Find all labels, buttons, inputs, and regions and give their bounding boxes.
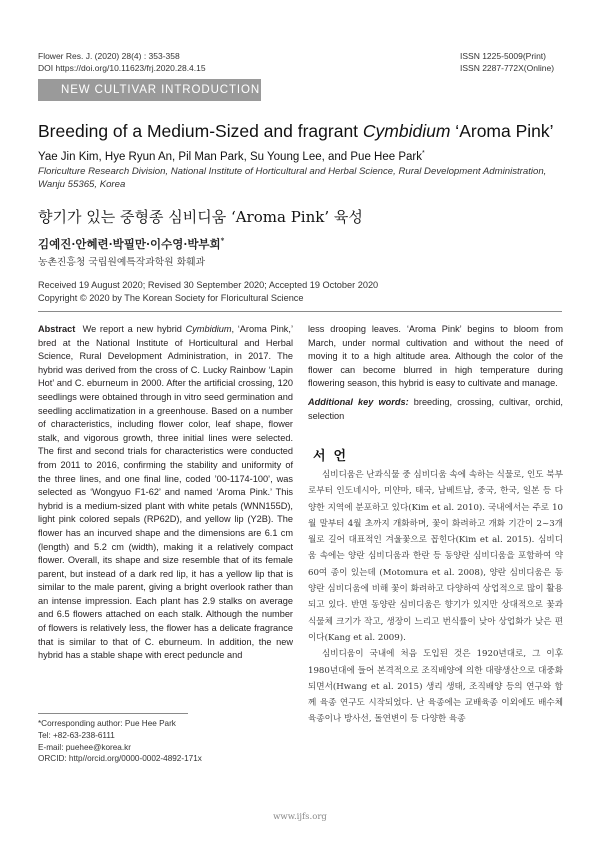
article-history (38, 279, 378, 305)
section-band: NEW CULTIVAR INTRODUCTION (38, 79, 261, 101)
introduction-heading: 서언 (313, 449, 355, 464)
keywords-label: Additional key words: (308, 396, 409, 407)
journal-website[interactable]: www.ijfs.org (273, 812, 327, 822)
abstract-lead: We report a new hybrid (82, 324, 186, 334)
korean-authors (38, 236, 224, 252)
author-list (38, 150, 425, 163)
author-email[interactable]: E-mail: puehee@korea.kr (38, 742, 131, 752)
title-genus: Cymbidium (362, 121, 451, 141)
title-prefix: Breeding of a Medium-Sized and fragrant (38, 121, 363, 141)
corresponding-footnote (38, 718, 202, 765)
abstract (38, 323, 293, 663)
issn-print: ISSN 1225-5009(Print) (460, 51, 546, 61)
korean-corresponding-mark: * (220, 236, 225, 246)
corresponding-mark: * (421, 150, 425, 157)
korean-author-names: 김예진·안혜련·박필만·이수영·박부희 (38, 237, 221, 251)
author-names: Yae Jin Kim, Hye Ryun An, Pil Man Park, Su Young Lee, and Pue Hee Park (38, 150, 422, 163)
korean-title: 향기가 있는 중형종 심비디움 ‘Aroma Pink’ 육성 (38, 208, 363, 226)
title-suffix: ‘Aroma Pink’ (450, 121, 554, 141)
abstract-label: Abstract (38, 324, 76, 334)
issn-online: ISSN 2287-772X(Online) (460, 63, 555, 73)
intro-paragraph: 심비디움은 난과식물 중 심비디움 속에 속하는 식물로, 인도 북부로부터 인도네시아, 미얀마, 태국, 남베트남, 중국, 한국, 일본 등 다양한 지역에 분포하고 있다(Kim et al. 2010). 국내에서는 주로 10월 말부터 4월 초까지 개화하며, 꽃이 화려하고 개화 기간이 2~3개월로 길어 대표적인 겨울꽃으로 꼽힌다(Kim et al. 2015). 심비디움 속에는 양란 심비디움과 한란 등 동양란 심비디움을 포함하여 약 60여 종이 있는데 (Motomura et al. 2008), 양란 심비디움은 동양란 심비디움에 비해 꽃이 화려하고 다양하여 상업적으로 많이 활용되고 있다. 반면 동양란 심비디움은 향기가 있지만 상대적으로 꽃과 식물체 크기가 작고, 생장이 느리고 번식률이 낮아 상업화가 낮은 편이다(Kang et al. 2009). (308, 470, 563, 643)
doi-line: DOI https://doi.org/10.11623/frj.2020.28.4.15 (38, 63, 206, 73)
copyright-line: Copyright © 2020 by The Korean Society for Floricultural Science (38, 293, 304, 303)
author-tel: Tel: +82-63-238-6111 (38, 730, 115, 740)
affiliation: Floriculture Research Division, National Institute of Horticultural and Herbal Science, Rural Development Administration, Wanju 55365, Korea (38, 166, 547, 190)
abstract-continuation: less drooping leaves. ‘Aroma Pink’ begins to bloom from March, under normal cultivation and without the need of moving it to a high altitude area. Although the color of the flower can become blurred in high temperature during flowering season, this hybrid is easy to cultivate and manage. (308, 324, 563, 389)
author-orcid[interactable]: ORCID: http//orcid.org/0000-0002-4892-171x (38, 754, 202, 764)
header-divider (38, 311, 562, 312)
abstract-text: , ‘Aroma Pink,’ bred at the National Institute of Horticultural and Herbal Science, Rural Development Administration, in 2017. The hybrid was derived from the cross of C. Lucky Rainbow ‘Lapin Hot’ and C. eburneum in 2000. After the artificial crossing, 120 seedlings were obtained through in vitro seed germination and seedling acclimatization in a greenhouse. Based on a number of characteristics, including flower color, leaf shape, flower stalk, and vigorous growth, three initial lines were selected. The first and second trials for characteristics were conducted from 2011 to 2016, confirming the stability and uniformity of the three lines, and one final line, coded ’00-1174-100’, was selected as ‘Wongyuo F1-62’ and named ‘Aroma Pink.’ This hybrid is a medium-sized plant with white petals (WNN155D), light pink colored sepals (RP62D), and yellow lip (Y2B). The flower has an incurved shape and the dimensions are 6.1 cm (length) and 5.2 cm (width), making it a relatively compact flower. Overall, its shape and size resemble that of its female parent, but instead of a dark red lip, it has a yellow lip that is similar to the male parent, giving a bright overlook rather than an intense impression. Each plant has 2.9 stalks on average and 6.5 flowers attached on each stalk. Although the number of flowers is relatively less, the flower has a delicate fragrance that is similar to that of C. eburneum. In addition, the new hybrid has a stable shape with erect peduncle and (38, 324, 293, 661)
keywords-text: breeding, crossing, cultivar, orchid, selection (308, 396, 563, 421)
received-dates: Received 19 August 2020; Revised 30 September 2020; Accepted 19 October 2020 (38, 280, 379, 290)
abstract-genus: Cymbidium (185, 324, 232, 334)
article-title (38, 121, 554, 142)
keywords (308, 396, 563, 423)
corresponding-author: *Corresponding author: Pue Hee Park (38, 719, 176, 728)
footnote-divider (38, 713, 188, 714)
introduction-body (308, 467, 563, 728)
korean-affiliation: 농촌진흥청 국립원예특작과학원 화훼과 (38, 257, 206, 268)
intro-paragraph: 심비디움이 국내에 처음 도입된 것은 1920년대로, 그 이후 1980년대에 들어 본격적으로 조직배양에 의한 대량생산으로 대중화되면서(Hwang et al. 2015) 생리 생태, 조직배양 등의 연구와 함께 육종 연구도 시작되었다. 난 육종에는 교배육종 이외에도 배수체 육종이나 방사선, 돌연변이 등 다양한 육종 (308, 649, 563, 725)
journal-citation: Flower Res. J. (2020) 28(4) : 353-358 (38, 51, 180, 61)
abstract-continuation-column (308, 323, 563, 423)
